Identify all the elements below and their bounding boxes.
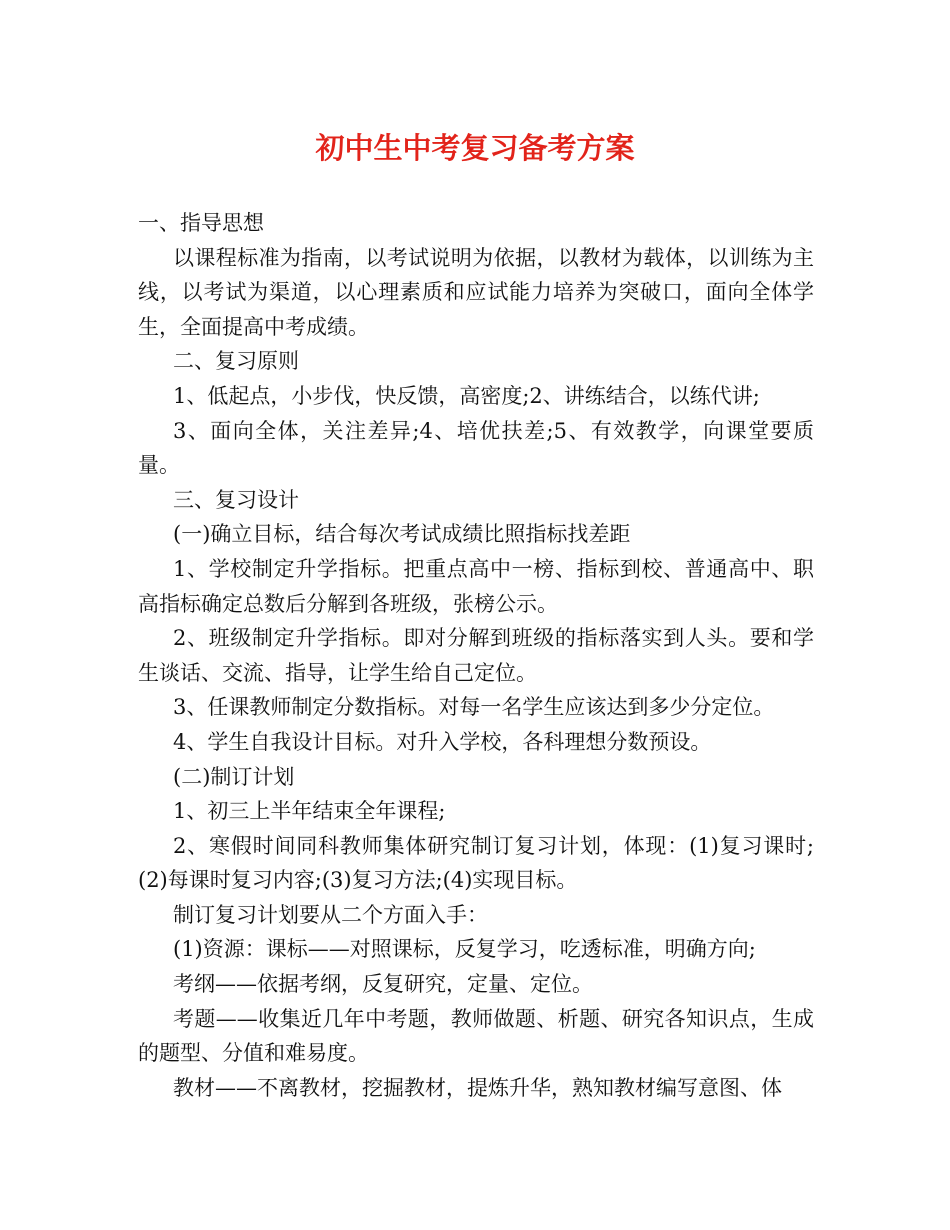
document-body [138,206,814,1105]
paragraph: 考纲——依据考纲，反复研究，定量、定位。 [173,972,593,997]
paragraph: 1、初三上半年结束全年课程; [173,799,446,824]
paragraph: 1、学校制定升学指标。把重点高中一榜、指标到校、普通高中、职高指标确定总数后分解到各班级，张榜公示。 [138,556,814,616]
paragraph: 3、任课教师制定分数指标。对每一名学生应该达到多少分定位。 [173,695,775,720]
paragraph: 2、班级制定升学指标。即对分解到班级的指标落实到人头。要和学生谈话、交流、指导，让学生给自己定位。 [138,626,814,685]
paragraph: 2、寒假时间同科教师集体研究制订复习计划，体现：(1)复习课时;(2)每课时复习内容;(3)复习方法;(4)实现目标。 [138,833,814,893]
paragraph: 考题——收集近几年中考题，教师做题、析题、研究各知识点，生成的题型、分值和难易度。 [138,1006,814,1066]
paragraph: 以课程标准为指南，以考试说明为依据，以教材为载体，以训练为主线，以考试为渠道，以心理素质和应试能力培养为突破口，面向全体学生，全面提高中考成绩。 [138,245,814,339]
paragraph: 制订复习计划要从二个方面入手： [173,902,488,927]
paragraph: (1)资源：课标——对照课标，反复学习，吃透标准，明确方向; [173,937,756,962]
section-heading: 二、复习原则 [173,349,299,374]
paragraph: 教材——不离教材，挖掘教材，提炼升华，熟知教材编写意图、体 [173,1075,782,1100]
subsection-heading: (二)制订计划 [173,764,295,789]
subsection-heading: (一)确立目标，结合每次考试成绩比照指标找差距 [173,522,631,547]
section-heading: 三、复习设计 [173,487,299,512]
document-title: 初中生中考复习备考方案 [315,131,635,165]
paragraph: 1、低起点，小步伐，快反馈，高密度;2、讲练结合，以练代讲; [173,383,760,408]
section-heading: 一、指导思想 [138,211,264,235]
paragraph: 3、面向全体，关注差异;4、培优扶差;5、有效教学，向课堂要质量。 [138,418,814,478]
paragraph: 4、学生自我设计目标。对升入学校，各科理想分数预设。 [173,729,712,754]
